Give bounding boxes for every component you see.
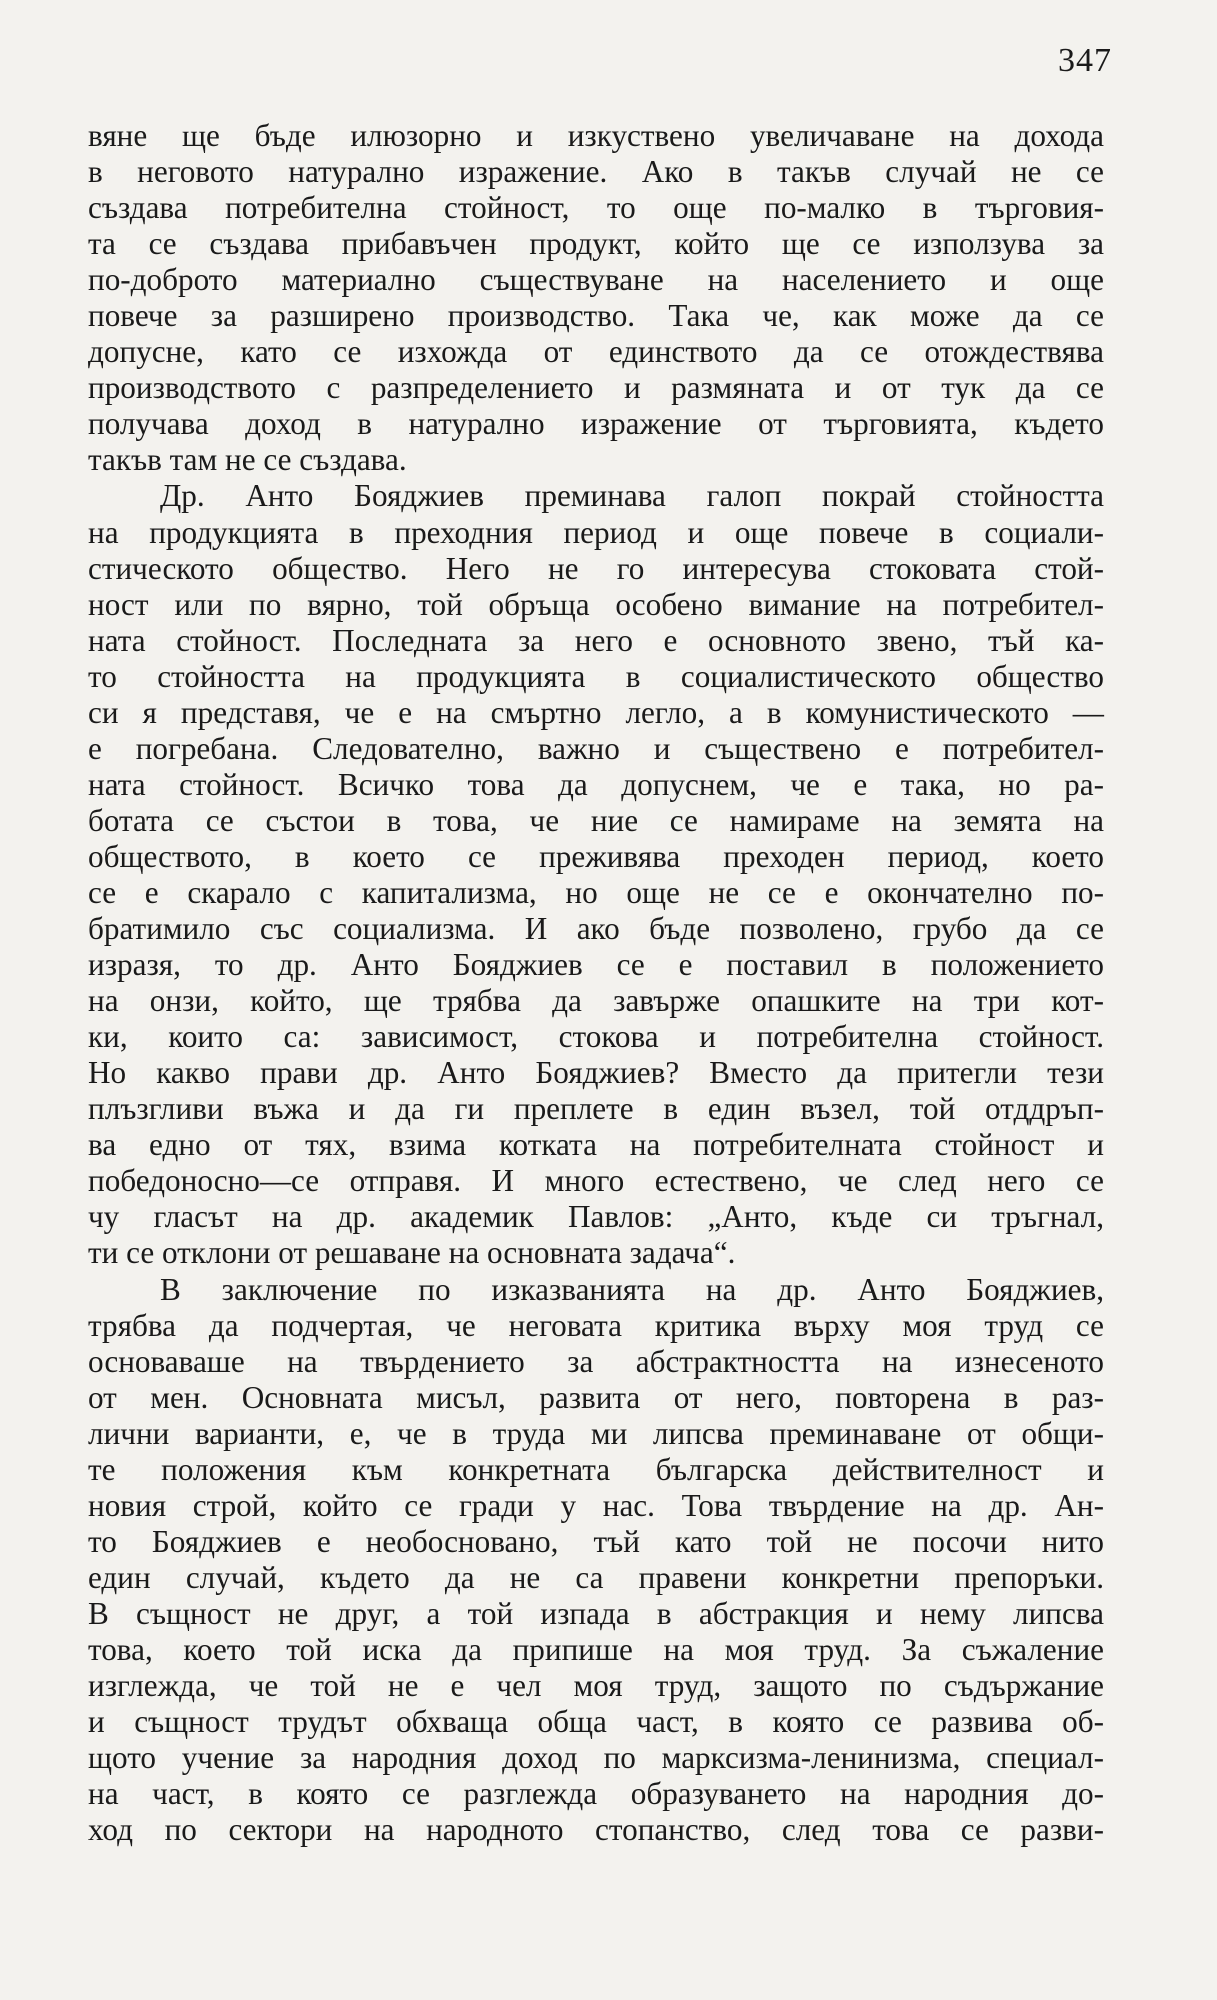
text-line: изразя, то др. Анто Бояджиев се е поставил в положението xyxy=(88,947,1104,983)
text-line: ки, които са: зависимост, стокова и потребителна стойност. xyxy=(88,1019,1104,1055)
body-text xyxy=(88,118,1104,1848)
text-line: си я представя, че е на смъртно легло, а в комунистическото — xyxy=(88,694,1104,730)
text-line: от мен. Основната мисъл, развита от него, повторена в раз- xyxy=(88,1379,1104,1415)
text-line: стическото общество. Него не го интересува стоковата стой- xyxy=(88,550,1104,586)
text-line: чу гласът на др. академик Павлов: „Анто, къде си тръгнал, xyxy=(88,1199,1104,1235)
text-line: основаваше на твърдението за абстрактността на изнесеното xyxy=(88,1343,1104,1379)
text-line: ната стойност. Последната за него е основното звено, тъй ка- xyxy=(88,622,1104,658)
text-line: по-доброто материално съществуване на населението и още xyxy=(88,262,1104,298)
text-line: създава потребителна стойност, то още по-малко в търговия- xyxy=(88,190,1104,226)
text-line: ботата се състои в това, че ние се намираме на земята на xyxy=(88,802,1104,838)
text-line: то Бояджиев е необосновано, тъй като той не посочи нито xyxy=(88,1523,1104,1559)
text-line: производството с разпределението и размяната и от тук да се xyxy=(88,370,1104,406)
text-line: Др. Анто Бояджиев преминава галоп покрай стойността xyxy=(160,478,1104,514)
text-line: вяне ще бъде илюзорно и изкуствено увеличаване на дохода xyxy=(88,118,1104,153)
text-line: на онзи, който, ще трябва да завърже опашките на три кот- xyxy=(88,983,1104,1019)
text-line: трябва да подчертая, че неговата критика върху моя труд се xyxy=(88,1307,1104,1343)
text-line: победоносно—се отправя. И много естествено, че след него се xyxy=(88,1163,1104,1199)
text-line: щото учение за народния доход по марксизма-ленинизма, специал- xyxy=(88,1740,1104,1776)
text-line: повече за разширено производство. Така че, как може да се xyxy=(88,298,1104,334)
text-line: ход по сектори на народното стопанство, след това се разви- xyxy=(88,1812,1104,1848)
text-line: ната стойност. Всичко това да допуснем, че е така, но ра- xyxy=(88,766,1104,802)
text-line: то стойността на продукцията в социалистическото общество xyxy=(88,658,1104,694)
paragraph-3 xyxy=(88,1272,1104,1849)
text-line: получава доход в натурално изражение от търговията, където xyxy=(88,406,1104,442)
text-line: ност или по вярно, той обръща особено вимание на потребител- xyxy=(88,586,1104,622)
text-line: В същност не друг, а той изпада в абстракция и нему липсва xyxy=(88,1595,1104,1631)
text-line: В заключение по изказванията на др. Анто Бояджиев, xyxy=(160,1271,1104,1307)
text-line: плъзгливи въжа и да ги преплете в един възел, той отддръп- xyxy=(88,1091,1104,1127)
text-line: това, което той иска да припише на моя труд. За съжаление xyxy=(88,1631,1104,1667)
text-line: в неговото натурално изражение. Ако в такъв случай не се xyxy=(88,154,1104,190)
text-line: и същност трудът обхваща обща част, в която се развива об- xyxy=(88,1704,1104,1740)
text-line: лични варианти, е, че в труда ми липсва преминаване от общи- xyxy=(88,1415,1104,1451)
text-line: новия строй, който се гради у нас. Това твърдение на др. Ан- xyxy=(88,1487,1104,1523)
text-line: братимило със социализма. И ако бъде позволено, грубо да се xyxy=(88,911,1104,947)
text-line: Но какво прави др. Анто Бояджиев? Вместо да притегли тези xyxy=(88,1055,1104,1091)
text-line: изглежда, че той не е чел моя труд, защото по съдържание xyxy=(88,1668,1104,1704)
text-line: такъв там не се създава. xyxy=(88,442,407,478)
text-line: на част, в която се разглежда образуването на народния до- xyxy=(88,1776,1104,1812)
text-line: обществото, в което се преживява преходен период, което xyxy=(88,838,1104,874)
text-line: те положения към конкретната българска действителност и xyxy=(88,1451,1104,1487)
text-line: ва едно от тях, взима котката на потребителната стойност и xyxy=(88,1127,1104,1163)
page-number: 347 xyxy=(1058,42,1112,79)
text-line: един случай, където да не са правени конкретни препоръки. xyxy=(88,1559,1104,1595)
text-line: допусне, като се изхожда от единството да се отождествява xyxy=(88,334,1104,370)
text-line: е погребана. Следователно, важно и съществено е потребител- xyxy=(88,730,1104,766)
paragraph-2 xyxy=(88,478,1104,1271)
text-line: се е скарало с капитализма, но още не се е окончателно по- xyxy=(88,874,1104,910)
text-line: ти се отклони от решаване на основната задача“. xyxy=(88,1235,736,1271)
text-line: та се създава прибавъчен продукт, който ще се използува за xyxy=(88,226,1104,262)
text-line: на продукцията в преходния период и още повече в социали- xyxy=(88,514,1104,550)
paragraph-1 xyxy=(88,118,1104,478)
